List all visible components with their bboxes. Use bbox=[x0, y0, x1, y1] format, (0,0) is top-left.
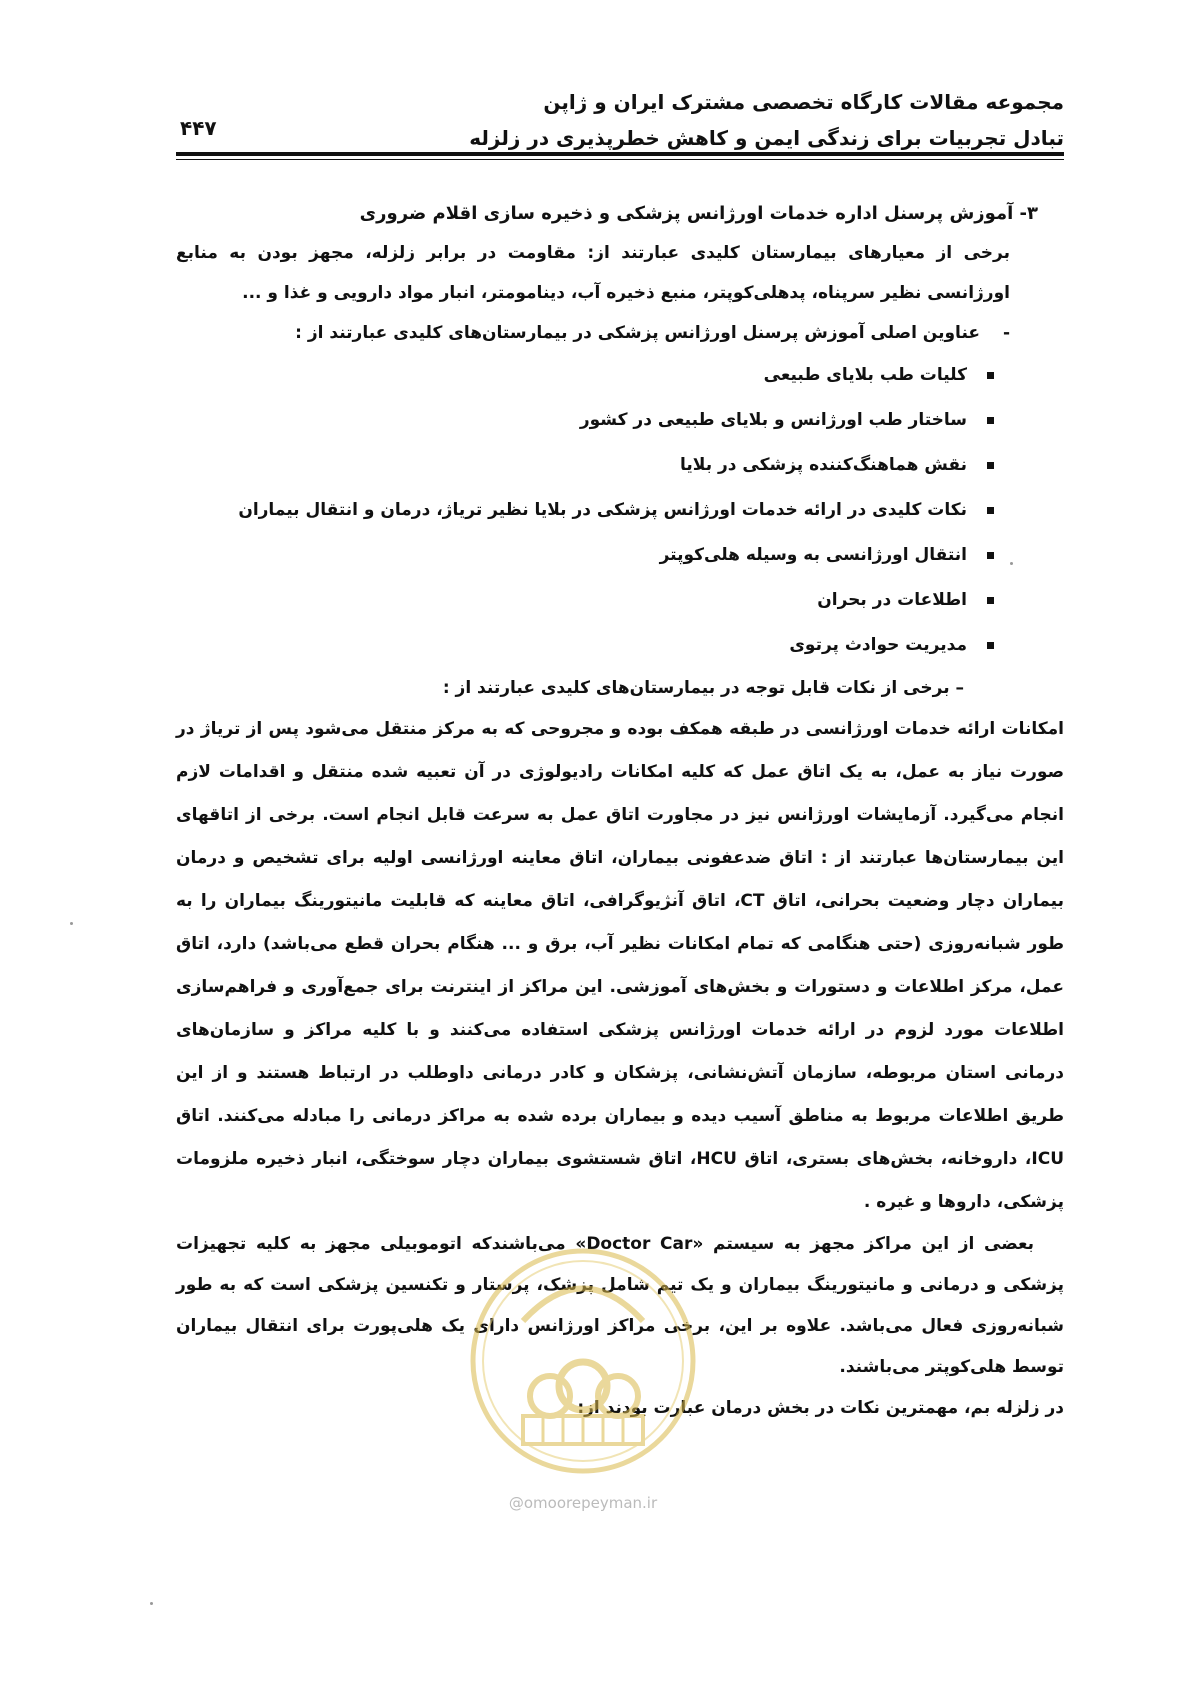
header-subtitle: تبادل تجربیات برای زندگی ایمن و کاهش خطرپذیری در زلزله bbox=[469, 126, 1064, 150]
doctor-car-paragraph: بعضی از این مراکز مجهز به سیستم «Doctor Car» می‌باشندکه اتوموبیلی مجهز به کلیه تجهیزات پزشکی و درمانی و مانیتورینگ بیماران و یک تیم شامل پزشک، پرستار و تکنسین پزشکی است که به طور شبانه‌روزی فعال می‌باشد. علاوه بر این، برخی مراکز اورژانس دارای یک هلی‌پورت برای انتقال بیماران توسط هلی‌کوپتر می‌باشند. bbox=[176, 1234, 1064, 1377]
list-item-text: نکات کلیدی در ارائه خدمات اورژانس پزشکی در بلایا نظیر تریاژ، درمان و انتقال بیماران bbox=[238, 500, 967, 520]
list-item bbox=[176, 398, 994, 443]
square-bullet-icon bbox=[987, 552, 994, 559]
header-rule-thick bbox=[176, 152, 1064, 156]
list-item-text: اطلاعات در بحران bbox=[817, 590, 967, 610]
topics-list bbox=[176, 353, 1064, 668]
list-item-text: انتقال اورژانسی به وسیله هلی‌کوپتر bbox=[659, 545, 967, 565]
topics-heading bbox=[176, 313, 1064, 353]
list-item-text: کلیات طب بلایای طبیعی bbox=[763, 365, 967, 385]
square-bullet-icon bbox=[987, 597, 994, 604]
watermark-logo bbox=[468, 1236, 698, 1486]
square-bullet-icon bbox=[987, 642, 994, 649]
square-bullet-icon bbox=[987, 507, 994, 514]
notes-heading: – برخی از نکات قابل توجه در بیمارستان‌های کلیدی عبارتند از : bbox=[442, 678, 964, 698]
watermark-url: @omoorepeyman.ir bbox=[508, 1494, 658, 1512]
list-item bbox=[176, 353, 994, 398]
list-item bbox=[176, 443, 994, 488]
list-item-text: ساختار طب اورژانس و بلایای طبیعی در کشور bbox=[579, 410, 967, 430]
header-rule-thin bbox=[176, 159, 1064, 160]
topics-heading-text: عناوین اصلی آموزش پرسنل اورژانس پزشکی در بیمارستان‌های کلیدی عبارتند از : bbox=[295, 323, 980, 343]
facilities-paragraph: امکانات ارائه خدمات اورژانسی در طبقه همکف بوده و مجروحی که به مرکز منتقل می‌شود پس از تریاژ در صورت نیاز به عمل، به یک اتاق عمل که کلیه امکانات رادیولوژی در آن تعبیه شده منتقل و اقدامات لازم انجام می‌گیرد. آزمایشات اورژانس نیز در مجاورت اتاق عمل به سرعت قابل انجام است. برخی از اتاقهای این بیمارستان‌ها عبارتند از : اتاق ضدعفونی بیماران، اتاق معاینه اورژانسی اولیه برای تشخیص و درمان بیماران دچار وضعیت بحرانی، اتاق CT، اتاق آنژیوگرافی، اتاق معاینه که قابلیت مانیتورینگ بیماران را به طور شبانه‌روزی (حتی هنگامی که تمام امکانات نظیر آب، برق و ... هنگام بحران قطع می‌باشد) دارد، اتاق عمل، مرکز اطلاعات و دستورات و بخش‌های آموزشی. این مراکز از اینترنت برای جمع‌آوری و فراهم‌سازی اطلاعات مورد لزوم در ارائه خدمات اورژانس پزشکی استفاده می‌کنند و با کلیه مراکز و سازمان‌های درمانی استان مربوطه، سازمان آتش‌نشانی، پزشکان و کادر درمانی داوطلب در ارتباط هستند و از این طریق اطلاعات مربوط به مناطق آسیب دیده و بیماران برده شده به مراکز درمانی را مبادله می‌کنند. اتاق ICU، داروخانه، بخش‌های بستری، اتاق HCU، اتاق شستشوی بیماران دچار سوختگی، انبار ذخیره ملزومات پزشکی، داروها و غیره . bbox=[176, 719, 1064, 1212]
square-bullet-icon bbox=[987, 417, 994, 424]
dash-marker: - bbox=[1002, 323, 1010, 343]
list-item bbox=[176, 488, 994, 533]
square-bullet-icon bbox=[987, 462, 994, 469]
list-item-text: مدیریت حوادث پرتوی bbox=[789, 635, 967, 655]
list-item bbox=[176, 533, 994, 578]
section-title: ۳- آموزش پرسنل اداره خدمات اورژانس پزشکی و ذخیره سازی اقلام ضروری bbox=[359, 203, 1038, 224]
page-number: ۴۴۷ bbox=[180, 116, 217, 140]
list-item-text: نقش هماهنگ‌کننده پزشکی در بلایا bbox=[680, 455, 967, 475]
list-item bbox=[176, 623, 994, 668]
scan-speck bbox=[150, 1602, 153, 1605]
bam-earthquake-line: در زلزله بم، مهمترین نکات در بخش درمان عبارت بودند از: bbox=[577, 1398, 1064, 1418]
scan-speck bbox=[1010, 562, 1013, 565]
intro-paragraph: برخی از معیارهای بیمارستان کلیدی عبارتند از: مقاومت در برابر زلزله، مجهز بودن به منابع اورژانسی نظیر سرپناه، پدهلی‌کوپتر، منبع ذخیره آب، دینامومتر، انبار مواد دارویی و غذا و ... bbox=[176, 243, 1010, 303]
header-title: مجموعه مقالات کارگاه تخصصی مشترک ایران و ژاپن bbox=[543, 90, 1064, 114]
scan-speck bbox=[70, 922, 73, 925]
running-header bbox=[176, 84, 1064, 156]
list-item bbox=[176, 578, 994, 623]
square-bullet-icon bbox=[987, 372, 994, 379]
